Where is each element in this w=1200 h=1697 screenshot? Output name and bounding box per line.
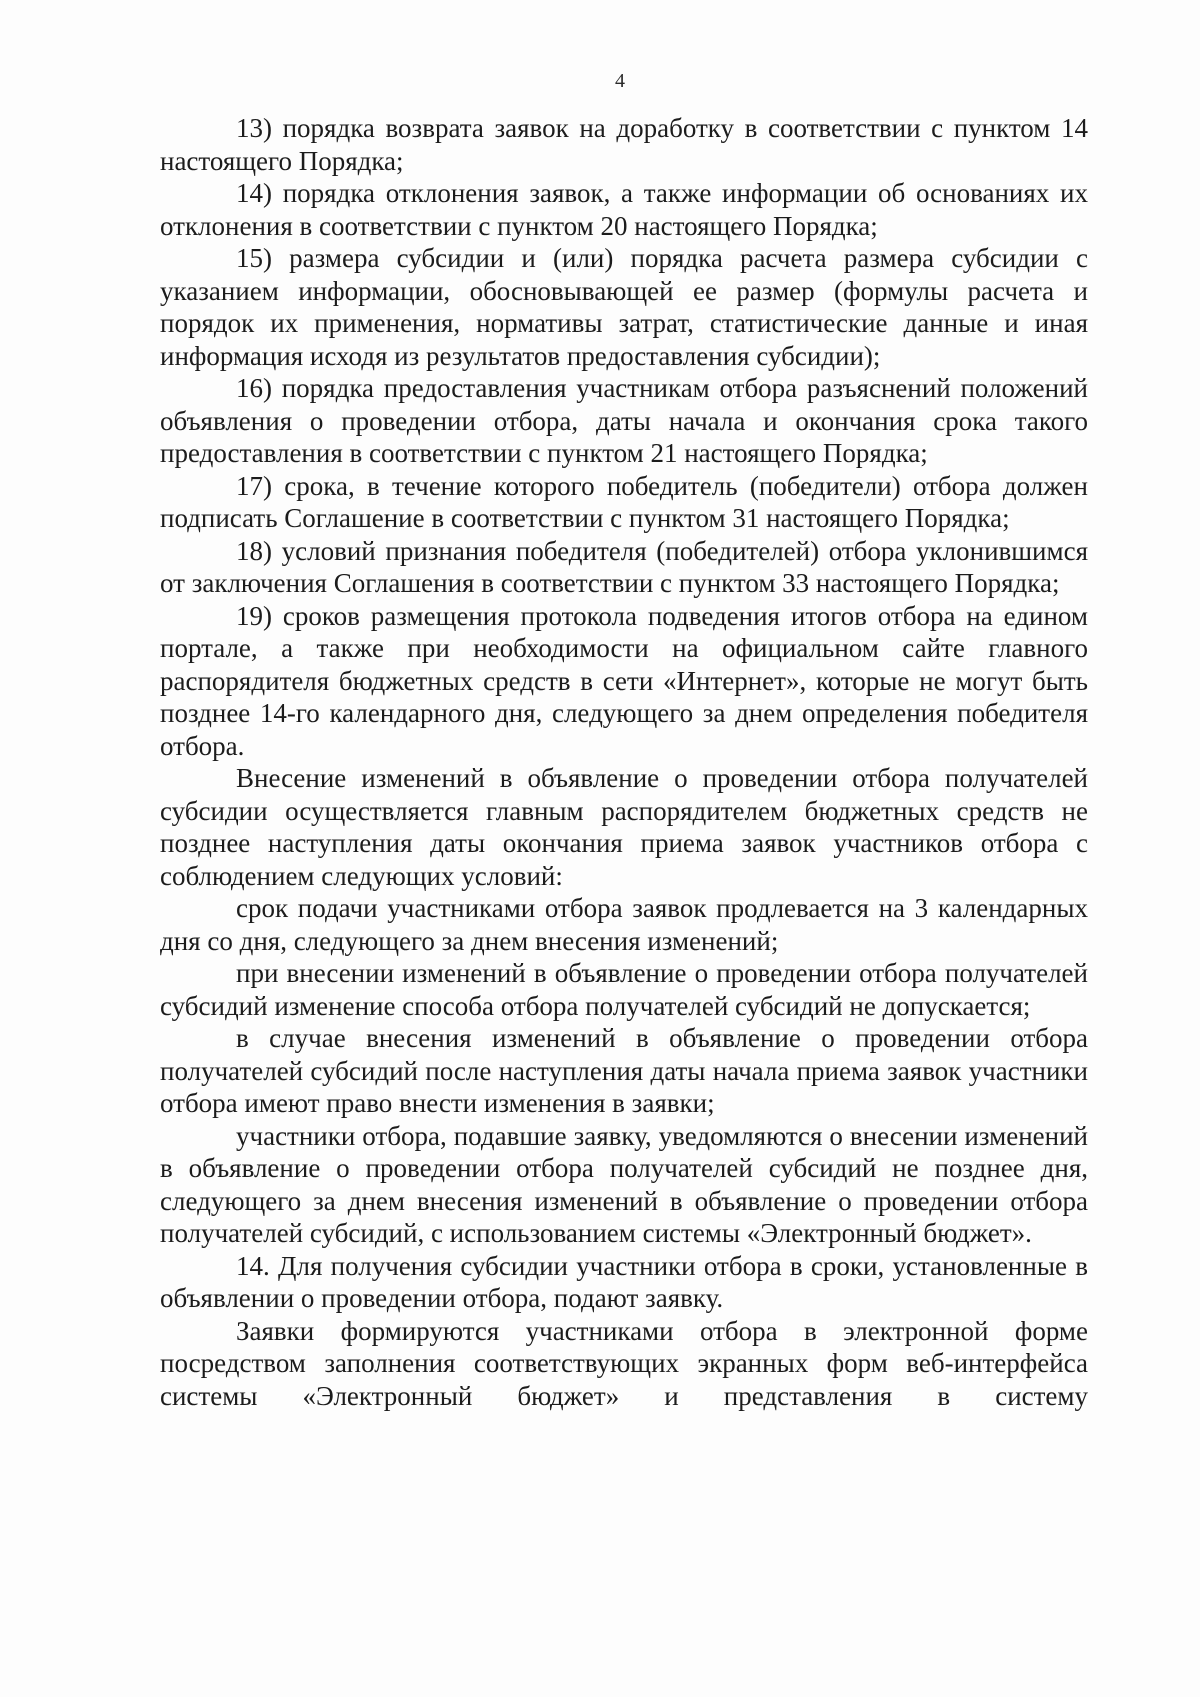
paragraph-condition-amend: в случае внесения изменений в объявление о проведении отбора получателей субсидий после наступления даты начала приема заявок участники отбора имеют право внести изменения в заявки;: [160, 1023, 1088, 1118]
paragraph-item-16: 16) порядка предоставления участникам отбора разъяснений положений объявления о проведении отбора, даты начала и окончания срока такого предоставления в соответствии с пунктом 21 настоящего Порядка;: [160, 373, 1088, 468]
paragraph-clause-14: 14. Для получения субсидии участники отбора в сроки, установленные в объявлении о проведении отбора, подают заявку.: [160, 1250, 1088, 1313]
paragraph-condition-deadline: срок подачи участниками отбора заявок продлевается на 3 календарных дня со дня, следующего за днем внесения изменений;: [160, 893, 1088, 956]
page-number: 4: [615, 70, 625, 92]
paragraph-item-17: 17) срока, в течение которого победитель (победители) отбора должен подписать Соглашение в соответствии с пунктом 31 настоящего Порядка;: [160, 470, 1088, 533]
paragraph-item-19: 19) сроков размещения протокола подведения итогов отбора на едином портале, а также при необходимости на официальном сайте главного распорядителя бюджетных средств в сети «Интернет», которые не могут быть позднее 14-го календарного дня, следующего за днем определения победителя отбора.: [160, 600, 1088, 761]
paragraph-condition-method: при внесении изменений в объявление о проведении отбора получателей субсидий изменение способа отбора получателей субсидий не допускается;: [160, 958, 1088, 1021]
paragraph-item-15: 15) размера субсидии и (или) порядка расчета размера субсидии с указанием информации, обосновывающей ее размер (формулы расчета и порядок их применения, нормативы затрат, статистические данные и иная информация исходя из результатов предоставления субсидии);: [160, 243, 1088, 371]
paragraph-changes-intro: Внесение изменений в объявление о проведении отбора получателей субсидии осуществляется главным распорядителем бюджетных средств не позднее наступления даты окончания приема заявок участников отбора с соблюдением следующих условий:: [160, 763, 1088, 891]
paragraph-item-14: 14) порядка отклонения заявок, а также информации об основаниях их отклонения в соответствии с пунктом 20 настоящего Порядка;: [160, 178, 1088, 241]
paragraph-item-13: 13) порядка возврата заявок на доработку в соответствии с пунктом 14 настоящего Порядка;: [160, 113, 1088, 176]
paragraph-item-18: 18) условий признания победителя (победителей) отбора уклонившимся от заключения Соглашения в соответствии с пунктом 33 настоящего Порядка;: [160, 535, 1088, 598]
paragraph-condition-notify: участники отбора, подавшие заявку, уведомляются о внесении изменений в объявление о проведении отбора получателей субсидий не позднее дня, следующего за днем внесения изменений в объявление о проведении отбора получателей субсидий, с использованием системы «Электронный бюджет».: [160, 1120, 1088, 1248]
paragraph-applications-form: Заявки формируются участниками отбора в электронной форме посредством заполнения соответствующих экранных форм веб-интерфейса системы «Электронный бюджет» и представления в систему: [160, 1315, 1088, 1411]
document-body: [160, 112, 1088, 1412]
